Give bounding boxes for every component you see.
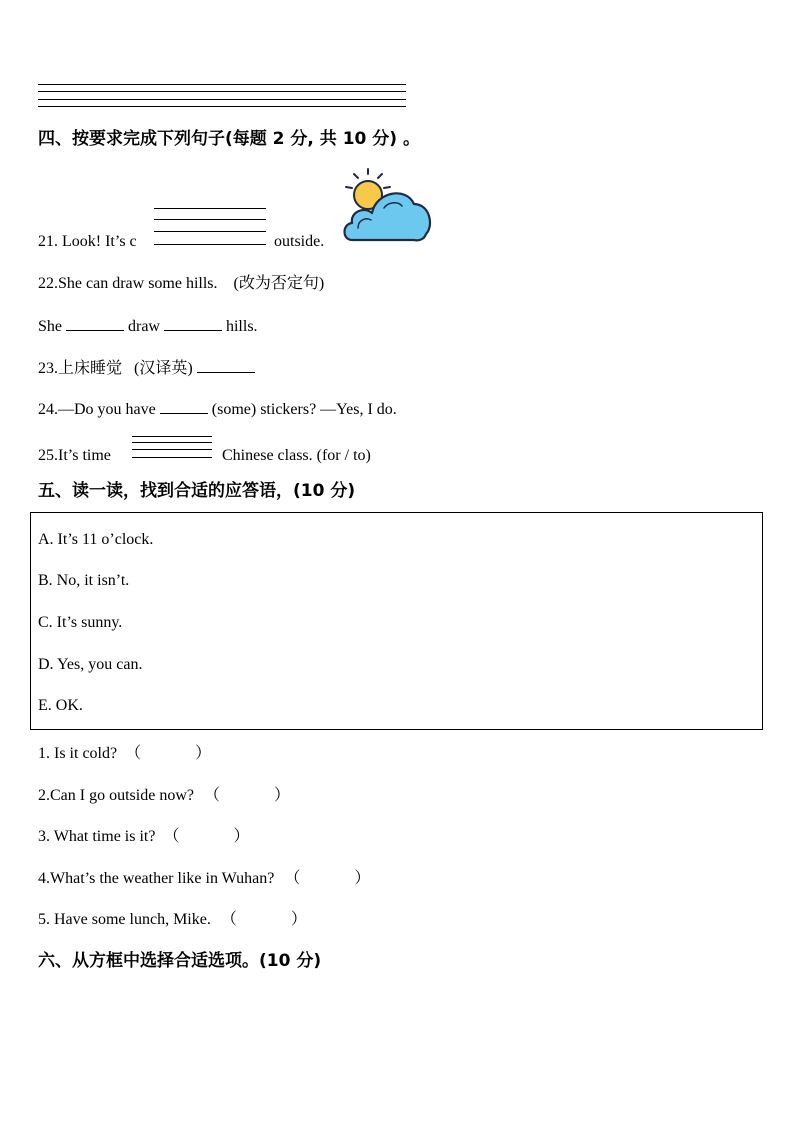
match-question-2: 2.Can I go outside now? （ ） — [38, 787, 291, 804]
question-21-end: outside. — [274, 233, 325, 250]
question-25-start: 25.It’s time — [38, 447, 111, 464]
question-24-end: (some) stickers? —Yes, I do. — [211, 401, 397, 418]
match-question-4: 4.What’s the weather like in Wuhan? （ ） — [38, 870, 371, 887]
sun-behind-cloud-icon — [340, 168, 434, 246]
option-d: D. Yes, you can. — [38, 656, 143, 673]
question-22-answer — [38, 316, 258, 337]
match-question-1-text: 1. Is it cold? — [38, 745, 118, 762]
answer-blank-2[interactable] — [164, 316, 222, 331]
question-23 — [38, 358, 255, 379]
question-22-text: 22.She can draw some hills. — [38, 275, 218, 292]
option-b: B. No, it isn’t. — [38, 572, 130, 589]
question-25-end: Chinese class. (for / to) — [222, 447, 371, 464]
section6-heading: 六、从方框中选择合适选项。(10 分) — [38, 951, 322, 971]
match-question-2-text: 2.Can I go outside now? — [38, 787, 194, 804]
match-question-4-text: 4.What’s the weather like in Wuhan? — [38, 870, 275, 887]
answer-word-she: She — [38, 318, 62, 335]
option-c: C. It’s sunny. — [38, 614, 123, 631]
question-22-note: (改为否定句) — [233, 275, 325, 292]
option-a: A. It’s 11 o’clock. — [38, 531, 154, 548]
answer-blank-1[interactable] — [66, 316, 124, 331]
match-question-3-text: 3. What time is it? — [38, 828, 156, 845]
match-question-5: 5. Have some lunch, Mike. （ ） — [38, 911, 307, 928]
question-23-text: 23.上床睡觉 — [38, 360, 123, 377]
match-question-1: 1. Is it cold? （ ） — [38, 745, 212, 762]
question-24 — [38, 399, 397, 420]
answer-word-draw: draw — [128, 318, 160, 335]
question-22 — [38, 274, 324, 294]
answer-word-hills: hills. — [225, 318, 258, 335]
match-question-5-text: 5. Have some lunch, Mike. — [38, 911, 211, 928]
question-23-blank[interactable] — [197, 358, 255, 373]
section5-heading: 五、读一读，找到合适的应答语，(10 分) — [38, 481, 356, 501]
match-question-3: 3. What time is it? （ ） — [38, 828, 250, 845]
question-24-blank[interactable] — [160, 399, 208, 414]
question-23-note: (汉译英) — [134, 360, 193, 377]
question-24-start: 24.—Do you have — [38, 401, 156, 418]
question-21-start: 21. Look! It’s c — [38, 233, 137, 250]
section4-heading: 四、按要求完成下列句子(每题 2 分, 共 10 分) 。 — [38, 129, 420, 149]
option-e: E. OK. — [38, 697, 83, 714]
